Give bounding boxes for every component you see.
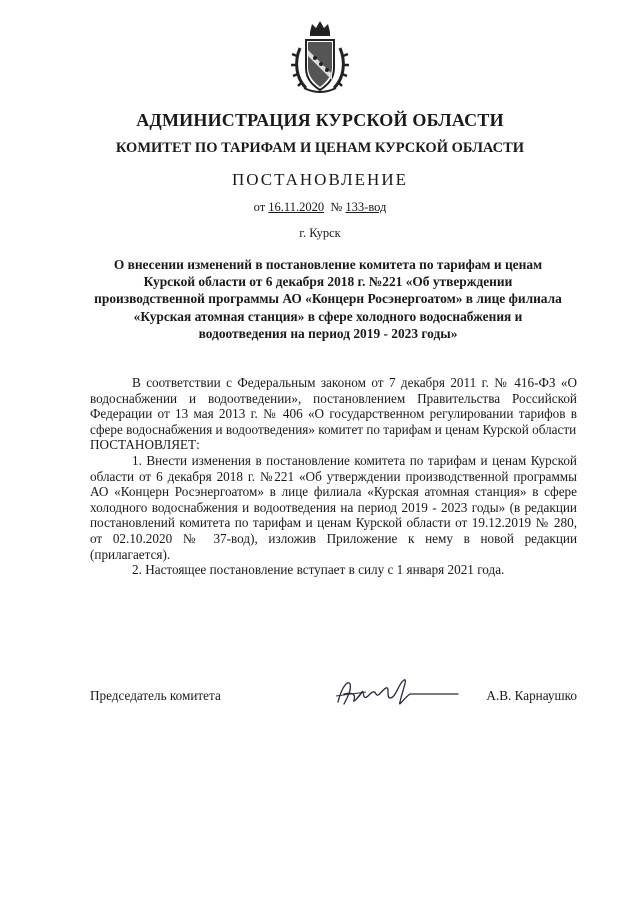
item-1-paragraph: 1. Внести изменения в постановление комитета по тарифам и ценам Курской области от 6 декабря 2018 г. №221 «Об утверждении производственной программы АО «Концерн Росэнергоатом» в лице филиала «Курская атомная станция» в сфере холодного водоснабжения и водоотведения на период 2019 - 2023 годы» (в редакции постановлений комитета по тарифам и ценам Курской области от 19.12.2019 № 280, от 02.10.2020 № 37-вод), изложив Приложение к нему в новой редакции (прилагается). — [90, 452, 577, 562]
preamble-paragraph: В соответствии с Федеральным законом от 7 декабря 2011 г. № 416-ФЗ «О водоснабжении и водоотведении», постановлением Правительства Российской Федерации от 13 мая 2013 г. № 406 «О государственном регулировании тарифов в сфере водоснабжения и водоотведения» комитет по тарифам и ценам Курской области — [90, 375, 577, 437]
number-prefix: № — [330, 200, 343, 214]
signatory-position: Председатель комитета — [90, 688, 221, 703]
document-date: 16.11.2020 — [268, 200, 325, 214]
committee-title: КОМИТЕТ ПО ТАРИФАМ И ЦЕНАМ КУРСКОЙ ОБЛАСТИ — [115, 140, 525, 156]
handwritten-signature-icon — [332, 672, 462, 714]
document-type: ПОСТАНОВЛЕНИЕ — [231, 170, 408, 189]
document-body — [90, 375, 577, 578]
organization-title: АДМИНИСТРАЦИЯ КУРСКОЙ ОБЛАСТИ — [136, 110, 504, 130]
signatory-name: А.В. Карнаушко — [486, 688, 577, 703]
item-2-paragraph: 2. Настоящее постановление вступает в силу с 1 января 2021 года. — [132, 562, 505, 578]
date-number-line — [60, 200, 580, 215]
document-subject: О внесении изменений в постановление комитета по тарифам и ценам Курской области от 6 декабря 2018 г. №221 «Об утверждении производственной программы АО «Концерн Росэнергоатом» в лице филиала «Курская атомная станция» в сфере холодного водоснабжения и водоотведения на период 2019 - 2023 годы» — [94, 257, 562, 341]
document-number: 133-вод — [345, 200, 387, 214]
resolves-heading: ПОСТАНОВЛЯЕТ: — [90, 437, 200, 453]
city: г. Курск — [299, 226, 341, 240]
date-prefix: от — [253, 200, 266, 214]
coat-of-arms-icon — [288, 18, 352, 96]
